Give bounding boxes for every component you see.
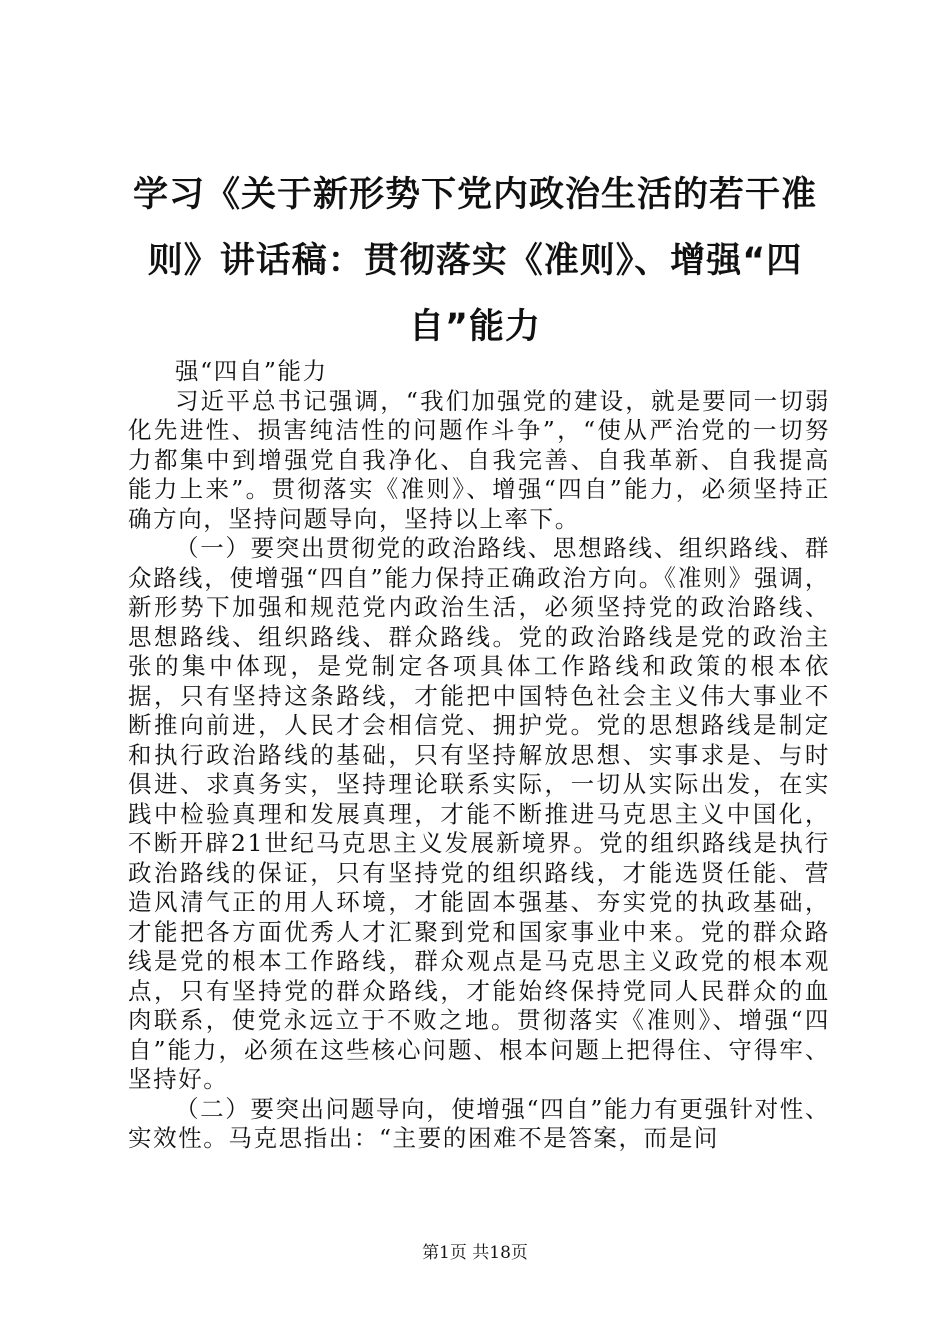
paragraph: （二）要突出问题导向，使增强“四自”能力有更强针对性、实效性。马克思指出：“主要的困难不是答案，而是问: [128, 1094, 830, 1152]
paragraph: 习近平总书记强调，“我们加强党的建设，就是要同一切弱化先进性、损害纯洁性的问题作斗争”，“使从严治党的一切努力都集中到增强党自我净化、自我完善、自我革新、自我提高能力上来”。贯彻落实《准则》、增强“四自”能力，必须坚持正确方向，坚持问题导向，坚持以上率下。: [128, 386, 830, 533]
paragraph: 强“四自”能力: [175, 357, 328, 385]
page-number: 第1页 共18页: [422, 1243, 528, 1263]
document-body: [128, 357, 830, 1154]
document-title: 学习《关于新形势下党内政治生活的若干准则》讲话稿：贯彻落实《准则》、增强“四自”能力: [132, 175, 817, 347]
paragraph: （一）要突出贯彻党的政治路线、思想路线、组织路线、群众路线，使增强“四自”能力保持正确政治方向。《准则》强调，新形势下加强和规范党内政治生活，必须坚持党的政治路线、思想路线、组织路线、群众路线。党的政治路线是党的政治主张的集中体现，是党制定各项具体工作路线和政策的根本依据，只有坚持这条路线，才能把中国特色社会主义伟大事业不断推向前进，人民才会相信党、拥护党。党的思想路线是制定和执行政治路线的基础，只有坚持解放思想、实事求是、与时俱进、求真务实，坚持理论联系实际，一切从实际出发，在实践中检验真理和发展真理，才能不断推进马克思主义中国化，不断开辟21世纪马克思主义发展新境界。党的组织路线是执行政治路线的保证，只有坚持党的组织路线，才能选贤任能、营造风清气正的用人环境，才能固本强基、夯实党的执政基础，才能把各方面优秀人才汇聚到党和国家事业中来。党的群众路线是党的根本工作路线，群众观点是马克思主义政党的根本观点，只有坚持党的群众路线，才能始终保持党同人民群众的血肉联系，使党永远立于不败之地。贯彻落实《准则》、增强“四自”能力，必须在这些核心问题、根本问题上把得住、守得牢、坚持好。: [128, 534, 830, 1093]
